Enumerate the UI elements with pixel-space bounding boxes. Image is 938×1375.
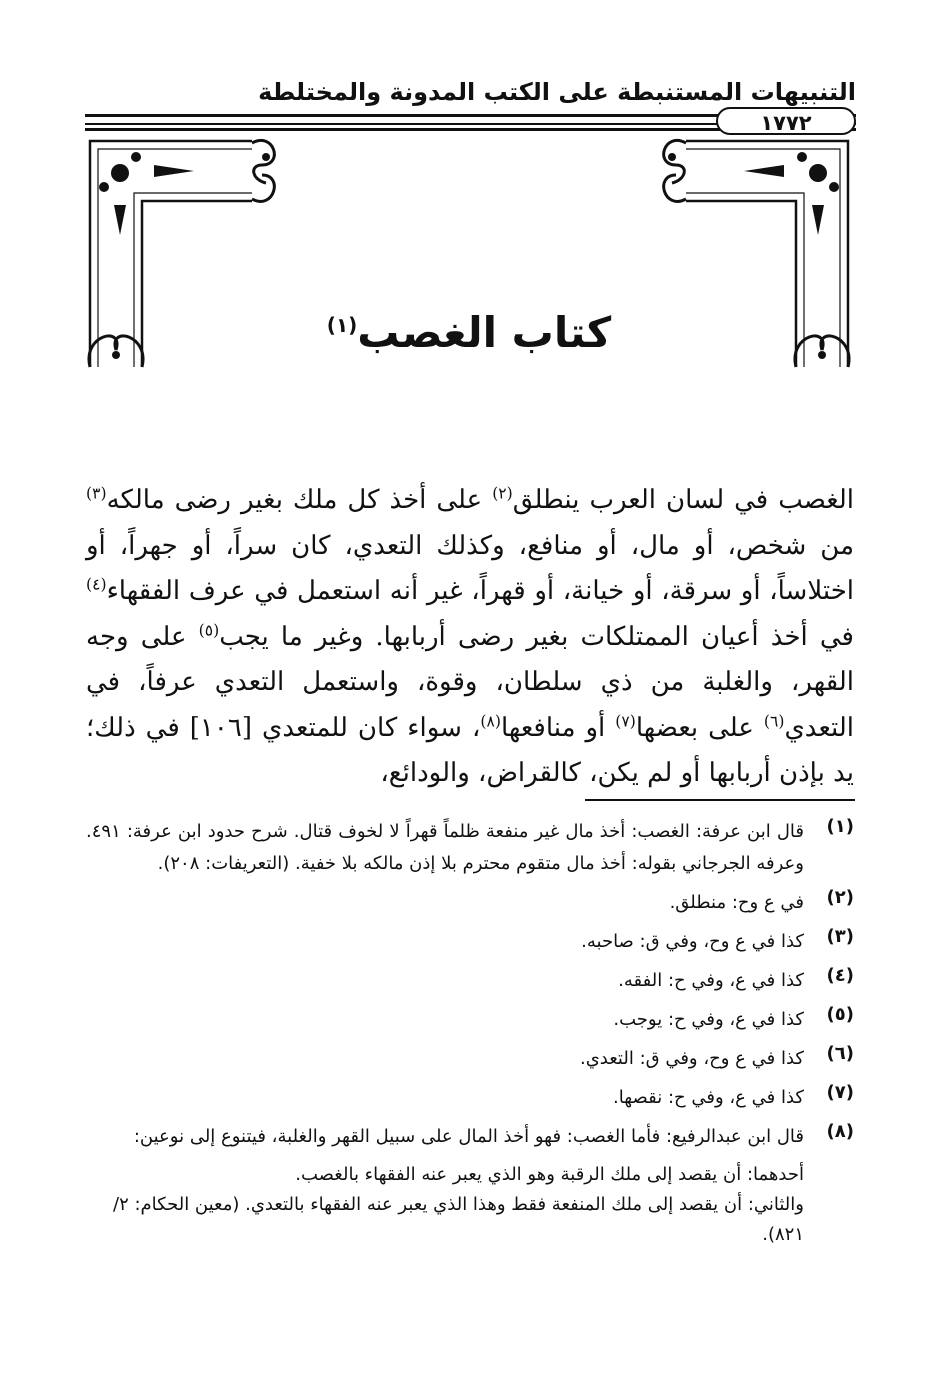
footnote-ref-7: (٧) [615, 711, 636, 730]
body-text-1: الغصب في لسان العرب ينطلق [512, 485, 854, 515]
footnote-number: (٨) [826, 1121, 854, 1142]
footnote-6 [86, 1043, 854, 1075]
footnote-8 [86, 1121, 854, 1153]
footnote-ref-8: (٨) [480, 711, 501, 730]
footnote-number: (٧) [826, 1082, 854, 1103]
footnote-ref-2: (٢) [492, 484, 513, 503]
footnote-1 [86, 816, 854, 880]
footnote-2 [86, 887, 854, 919]
footnote-number: (٣) [826, 926, 854, 947]
body-text-5: على وجه القهر، والغلبة من ذي سلطان، وقوة، واستعمل التعدي عرفاً، في التعدي [86, 621, 854, 743]
footnote-8-line-1: أحدهما: أن يقصد إلى ملك الرقبة وهو الذي يعبر عنه الفقهاء بالغصب. [295, 1164, 804, 1185]
chapter-title [300, 308, 638, 357]
chapter-title-text: كتاب الغصب [357, 308, 612, 357]
footnote-text: في ع وح: منطلق. [669, 892, 804, 913]
footnote-text: كذا في ع، وفي ح: نقصها. [613, 1087, 804, 1108]
footnote-number: (٢) [826, 887, 854, 908]
footnote-ref-3: (٣) [86, 484, 107, 503]
page-number-badge: ١٧٧٢ [716, 107, 856, 135]
footnote-3 [86, 926, 854, 958]
footnotes [86, 816, 854, 1250]
body-text-8: ، سواء كان للمتعدي [١٠٦] في ذلك؛ يد بإذن أربابها أو لم يكن، كالقراض، والودائع، [86, 712, 854, 788]
body-text-7: أو منافعها [500, 712, 616, 743]
body-text-4: في أخذ أعيان الممتلكات بغير رضى أربابها. وغير ما يجب [219, 621, 854, 652]
footnote-ref-4: (٤) [86, 575, 107, 594]
body-text-6: على بعضها [635, 712, 764, 743]
chapter-note-ref: (١) [326, 313, 358, 337]
footnote-ref-5: (٥) [198, 620, 220, 639]
footnote-ref-6: (٦) [763, 711, 785, 730]
footnote-8-line-2: والثاني: أن يقصد إلى ملك المنفعة فقط وهذا الذي يعبر عنه الفقهاء بالتعدي. (معين الحكام: ٢/ ٨٢١). [112, 1194, 804, 1245]
footnote-number: (١) [826, 816, 854, 837]
body-text-3: من شخص، أو مال، أو منافع، وكذلك التعدي، كان سراً، أو جهراً، أو اختلاساً، أو سرقة، أو خيانة، أو قهراً، غير أنه استعمل في عرف الفقهاء [86, 530, 854, 606]
running-header: التنبيهات المستنبطة على الكتب المدونة والمختلطة [258, 78, 856, 106]
footnote-5 [86, 1004, 854, 1036]
footnote-text: كذا في ع، وفي ح: الفقه. [618, 970, 804, 991]
footnote-text: قال ابن عرفة: الغصب: أخذ مال غير منفعة ظلماً قهراً لا لخوف قتال. شرح حدود ابن عرفة: ٤٩١. وعرفه الجرجاني بقوله: أخذ مال متقوم محترم بلا إذن مالكه بلا خفية. (التعريفات: ٢٠٨). [86, 821, 804, 874]
footnote-number: (٤) [826, 965, 854, 986]
body-text-2: على أخذ كل ملك بغير رضى مالكه [106, 485, 493, 515]
footnote-8-continuation [86, 1160, 854, 1250]
footnote-text: كذا في ع وح، وفي ق: التعدي. [579, 1048, 804, 1069]
footnote-text: قال ابن عبدالرفيع: فأما الغصب: فهو أخذ المال على سبيل القهر والغلبة، فيتنوع إلى نوعين: [133, 1126, 804, 1147]
footnote-7 [86, 1082, 854, 1114]
footnote-text: كذا في ع، وفي ح: يوجب. [613, 1009, 804, 1030]
footnote-text: كذا في ع وح، وفي ق: صاحبه. [581, 931, 804, 952]
body-paragraph [86, 478, 854, 797]
footnote-separator [585, 799, 855, 801]
footnote-4 [86, 965, 854, 997]
footnote-number: (٥) [826, 1004, 854, 1025]
footnote-number: (٦) [826, 1043, 854, 1064]
